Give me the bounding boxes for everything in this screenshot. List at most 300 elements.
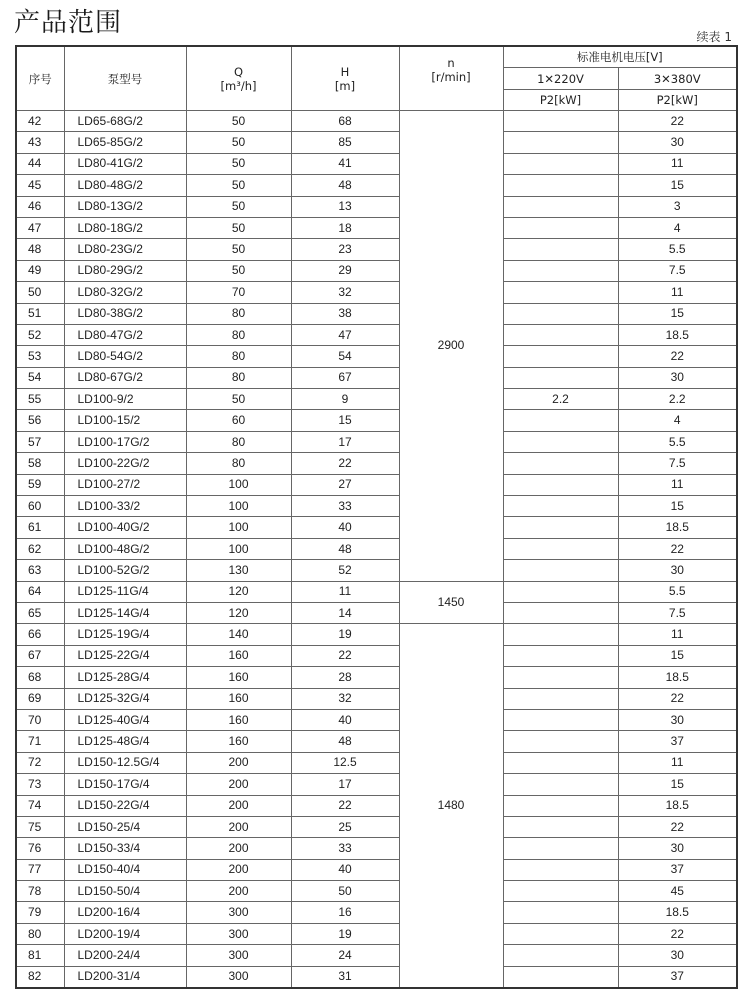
row-index: 73 — [16, 774, 64, 795]
speed-value: 1480 — [399, 624, 503, 988]
pump-model: LD80-18G/2 — [64, 217, 186, 238]
pump-model: LD125-48G/4 — [64, 731, 186, 752]
head-value: 40 — [291, 859, 399, 880]
pump-model: LD80-67G/2 — [64, 367, 186, 388]
p2-single-phase: 2.2 — [503, 389, 618, 410]
flow-value: 160 — [186, 667, 291, 688]
row-index: 46 — [16, 196, 64, 217]
table-row — [16, 688, 737, 709]
head-value: 22 — [291, 645, 399, 666]
header-single-phase: 1✕220V — [503, 68, 618, 90]
p2-single-phase — [503, 709, 618, 730]
flow-value: 120 — [186, 602, 291, 623]
flow-value: 100 — [186, 496, 291, 517]
p2-three-phase: 37 — [618, 966, 737, 988]
head-value: 40 — [291, 517, 399, 538]
p2-three-phase: 7.5 — [618, 453, 737, 474]
p2-three-phase: 7.5 — [618, 602, 737, 623]
p2-single-phase — [503, 175, 618, 196]
head-value: 25 — [291, 816, 399, 837]
pump-model: LD150-25/4 — [64, 816, 186, 837]
pump-model: LD100-48G/2 — [64, 538, 186, 559]
p2-three-phase: 30 — [618, 367, 737, 388]
row-index: 57 — [16, 431, 64, 452]
p2-three-phase: 15 — [618, 175, 737, 196]
head-value: 54 — [291, 346, 399, 367]
p2-single-phase — [503, 645, 618, 666]
header-speed — [399, 46, 503, 111]
flow-value: 60 — [186, 410, 291, 431]
head-value: 38 — [291, 303, 399, 324]
head-value: 22 — [291, 453, 399, 474]
p2-three-phase: 37 — [618, 731, 737, 752]
p2-three-phase: 2.2 — [618, 389, 737, 410]
head-value: 19 — [291, 923, 399, 944]
product-range-table — [15, 45, 738, 989]
flow-value: 200 — [186, 816, 291, 837]
p2-single-phase — [503, 774, 618, 795]
pump-model: LD200-19/4 — [64, 923, 186, 944]
row-index: 50 — [16, 282, 64, 303]
pump-model: LD100-22G/2 — [64, 453, 186, 474]
head-value: 24 — [291, 945, 399, 966]
pump-model: LD80-54G/2 — [64, 346, 186, 367]
table-row — [16, 324, 737, 345]
pump-model: LD150-33/4 — [64, 838, 186, 859]
table-row — [16, 966, 737, 988]
pump-model: LD125-19G/4 — [64, 624, 186, 645]
row-index: 44 — [16, 153, 64, 174]
pump-model: LD65-68G/2 — [64, 111, 186, 132]
p2-three-phase: 5.5 — [618, 431, 737, 452]
pump-model: LD200-31/4 — [64, 966, 186, 988]
p2-three-phase: 30 — [618, 838, 737, 859]
header-voltage-group: 标准电机电压[V] — [503, 46, 737, 68]
pump-model: LD150-22G/4 — [64, 795, 186, 816]
p2-single-phase — [503, 453, 618, 474]
flow-value: 160 — [186, 688, 291, 709]
p2-single-phase — [503, 496, 618, 517]
pump-model: LD125-28G/4 — [64, 667, 186, 688]
table-row — [16, 453, 737, 474]
head-value: 29 — [291, 260, 399, 281]
p2-three-phase: 45 — [618, 881, 737, 902]
p2-three-phase: 4 — [618, 410, 737, 431]
table-row — [16, 945, 737, 966]
header-flow — [186, 46, 291, 111]
table-body — [16, 111, 737, 989]
row-index: 78 — [16, 881, 64, 902]
row-index: 68 — [16, 667, 64, 688]
row-index: 53 — [16, 346, 64, 367]
row-index: 62 — [16, 538, 64, 559]
flow-value: 130 — [186, 560, 291, 581]
table-row — [16, 560, 737, 581]
p2-single-phase — [503, 111, 618, 132]
table-row — [16, 538, 737, 559]
row-index: 64 — [16, 581, 64, 602]
p2-three-phase: 22 — [618, 538, 737, 559]
row-index: 70 — [16, 709, 64, 730]
table-row — [16, 496, 737, 517]
p2-single-phase — [503, 602, 618, 623]
flow-value: 200 — [186, 795, 291, 816]
p2-single-phase — [503, 474, 618, 495]
head-value: 31 — [291, 966, 399, 988]
flow-value: 200 — [186, 859, 291, 880]
pump-model: LD65-85G/2 — [64, 132, 186, 153]
row-index: 47 — [16, 217, 64, 238]
p2-single-phase — [503, 346, 618, 367]
pump-model: LD80-23G/2 — [64, 239, 186, 260]
head-value: 68 — [291, 111, 399, 132]
pump-model: LD125-22G/4 — [64, 645, 186, 666]
head-value: 40 — [291, 709, 399, 730]
p2-single-phase — [503, 667, 618, 688]
pump-model: LD150-40/4 — [64, 859, 186, 880]
table-row — [16, 645, 737, 666]
p2-single-phase — [503, 538, 618, 559]
pump-model: LD80-13G/2 — [64, 196, 186, 217]
row-index: 65 — [16, 602, 64, 623]
row-index: 51 — [16, 303, 64, 324]
head-value: 33 — [291, 496, 399, 517]
table-row — [16, 752, 737, 773]
pump-model: LD100-9/2 — [64, 389, 186, 410]
p2-three-phase: 18.5 — [618, 667, 737, 688]
row-index: 45 — [16, 175, 64, 196]
row-index: 63 — [16, 560, 64, 581]
p2-three-phase: 4 — [618, 217, 737, 238]
head-value: 32 — [291, 688, 399, 709]
table-row — [16, 816, 737, 837]
flow-value: 80 — [186, 324, 291, 345]
pump-model: LD150-12.5G/4 — [64, 752, 186, 773]
p2-single-phase — [503, 624, 618, 645]
table-row — [16, 175, 737, 196]
row-index: 82 — [16, 966, 64, 988]
pump-model: LD100-15/2 — [64, 410, 186, 431]
pump-model: LD80-48G/2 — [64, 175, 186, 196]
table-row — [16, 260, 737, 281]
flow-value: 80 — [186, 453, 291, 474]
p2-three-phase: 18.5 — [618, 324, 737, 345]
flow-value: 100 — [186, 538, 291, 559]
p2-single-phase — [503, 966, 618, 988]
head-value: 85 — [291, 132, 399, 153]
p2-single-phase — [503, 881, 618, 902]
table-row — [16, 731, 737, 752]
row-index: 74 — [16, 795, 64, 816]
flow-value: 160 — [186, 645, 291, 666]
flow-value: 50 — [186, 111, 291, 132]
p2-three-phase: 11 — [618, 153, 737, 174]
head-value: 15 — [291, 410, 399, 431]
flow-value: 160 — [186, 709, 291, 730]
p2-single-phase — [503, 324, 618, 345]
p2-single-phase — [503, 902, 618, 923]
table-row — [16, 474, 737, 495]
row-index: 71 — [16, 731, 64, 752]
pump-model: LD150-50/4 — [64, 881, 186, 902]
head-value: 28 — [291, 667, 399, 688]
table-row — [16, 217, 737, 238]
p2-single-phase — [503, 431, 618, 452]
p2-three-phase: 30 — [618, 132, 737, 153]
pump-model: LD125-11G/4 — [64, 581, 186, 602]
flow-value: 100 — [186, 517, 291, 538]
p2-three-phase: 15 — [618, 496, 737, 517]
row-index: 76 — [16, 838, 64, 859]
head-value: 23 — [291, 239, 399, 260]
p2-single-phase — [503, 581, 618, 602]
p2-three-phase: 22 — [618, 346, 737, 367]
head-value: 33 — [291, 838, 399, 859]
flow-value: 300 — [186, 945, 291, 966]
flow-value: 200 — [186, 752, 291, 773]
table-row — [16, 431, 737, 452]
table-header — [16, 46, 737, 111]
p2-single-phase — [503, 560, 618, 581]
speed-value: 1450 — [399, 581, 503, 624]
row-index: 48 — [16, 239, 64, 260]
table-row — [16, 881, 737, 902]
row-index: 75 — [16, 816, 64, 837]
p2-three-phase: 18.5 — [618, 517, 737, 538]
pump-model: LD80-38G/2 — [64, 303, 186, 324]
page-title: 产品范围 — [14, 8, 123, 38]
p2-single-phase — [503, 196, 618, 217]
pump-model: LD125-32G/4 — [64, 688, 186, 709]
row-index: 49 — [16, 260, 64, 281]
header-three-phase: 3✕380V — [618, 68, 737, 90]
table-row — [16, 602, 737, 623]
pump-model: LD200-24/4 — [64, 945, 186, 966]
p2-single-phase — [503, 260, 618, 281]
p2-single-phase — [503, 838, 618, 859]
p2-single-phase — [503, 923, 618, 944]
p2-three-phase: 7.5 — [618, 260, 737, 281]
p2-single-phase — [503, 153, 618, 174]
p2-three-phase: 18.5 — [618, 795, 737, 816]
head-value: 16 — [291, 902, 399, 923]
flow-value: 80 — [186, 367, 291, 388]
head-value: 11 — [291, 581, 399, 602]
head-value: 17 — [291, 774, 399, 795]
flow-value: 200 — [186, 774, 291, 795]
p2-three-phase: 30 — [618, 560, 737, 581]
row-index: 80 — [16, 923, 64, 944]
row-index: 79 — [16, 902, 64, 923]
p2-single-phase — [503, 688, 618, 709]
p2-single-phase — [503, 859, 618, 880]
pump-model: LD80-32G/2 — [64, 282, 186, 303]
pump-model: LD80-41G/2 — [64, 153, 186, 174]
header-p2-single: P2[kW] — [503, 90, 618, 111]
p2-three-phase: 15 — [618, 645, 737, 666]
p2-three-phase: 11 — [618, 624, 737, 645]
header-speed-unit: [r/min] — [431, 69, 471, 84]
flow-value: 300 — [186, 923, 291, 944]
table-row — [16, 624, 737, 645]
row-index: 54 — [16, 367, 64, 388]
p2-single-phase — [503, 945, 618, 966]
p2-three-phase: 30 — [618, 945, 737, 966]
row-index: 42 — [16, 111, 64, 132]
p2-three-phase: 11 — [618, 752, 737, 773]
head-value: 52 — [291, 560, 399, 581]
row-index: 55 — [16, 389, 64, 410]
head-value: 19 — [291, 624, 399, 645]
p2-three-phase: 18.5 — [618, 902, 737, 923]
p2-three-phase: 5.5 — [618, 239, 737, 260]
p2-three-phase: 22 — [618, 923, 737, 944]
row-index: 60 — [16, 496, 64, 517]
p2-single-phase — [503, 239, 618, 260]
header-index: 序号 — [16, 46, 64, 111]
flow-value: 70 — [186, 282, 291, 303]
head-value: 48 — [291, 538, 399, 559]
head-value: 22 — [291, 795, 399, 816]
head-value: 41 — [291, 153, 399, 174]
pump-model: LD125-40G/4 — [64, 709, 186, 730]
row-index: 43 — [16, 132, 64, 153]
pump-model: LD150-17G/4 — [64, 774, 186, 795]
head-value: 12.5 — [291, 752, 399, 773]
table-row — [16, 709, 737, 730]
p2-three-phase: 11 — [618, 474, 737, 495]
table-row — [16, 153, 737, 174]
flow-value: 50 — [186, 175, 291, 196]
pump-model: LD100-27/2 — [64, 474, 186, 495]
table-row — [16, 303, 737, 324]
flow-value: 300 — [186, 902, 291, 923]
row-index: 77 — [16, 859, 64, 880]
header-flow-name: Q — [233, 64, 244, 79]
pump-model: LD100-33/2 — [64, 496, 186, 517]
table-row — [16, 239, 737, 260]
header-head-unit: [m] — [334, 78, 356, 93]
pump-model: LD100-17G/2 — [64, 431, 186, 452]
flow-value: 50 — [186, 196, 291, 217]
table-row — [16, 923, 737, 944]
head-value: 47 — [291, 324, 399, 345]
flow-value: 50 — [186, 260, 291, 281]
p2-single-phase — [503, 367, 618, 388]
p2-three-phase: 30 — [618, 709, 737, 730]
speed-value: 2900 — [399, 111, 503, 582]
pump-model: LD100-40G/2 — [64, 517, 186, 538]
p2-single-phase — [503, 517, 618, 538]
p2-three-phase: 5.5 — [618, 581, 737, 602]
header-flow-unit: [m³/h] — [220, 78, 257, 93]
pump-model: LD125-14G/4 — [64, 602, 186, 623]
header-head — [291, 46, 399, 111]
header-head-name: H — [340, 64, 350, 79]
flow-value: 50 — [186, 153, 291, 174]
pump-model: LD80-29G/2 — [64, 260, 186, 281]
p2-single-phase — [503, 217, 618, 238]
p2-three-phase: 22 — [618, 111, 737, 132]
p2-three-phase: 22 — [618, 688, 737, 709]
row-index: 56 — [16, 410, 64, 431]
table-row — [16, 517, 737, 538]
p2-three-phase: 15 — [618, 303, 737, 324]
head-value: 13 — [291, 196, 399, 217]
head-value: 32 — [291, 282, 399, 303]
table-row — [16, 838, 737, 859]
row-index: 58 — [16, 453, 64, 474]
table-row — [16, 410, 737, 431]
head-value: 67 — [291, 367, 399, 388]
row-index: 72 — [16, 752, 64, 773]
table-row — [16, 389, 737, 410]
flow-value: 100 — [186, 474, 291, 495]
row-index: 66 — [16, 624, 64, 645]
table-row — [16, 367, 737, 388]
head-value: 50 — [291, 881, 399, 902]
p2-three-phase: 37 — [618, 859, 737, 880]
header-p2-three: P2[kW] — [618, 90, 737, 111]
table-row — [16, 111, 737, 132]
row-index: 61 — [16, 517, 64, 538]
head-value: 27 — [291, 474, 399, 495]
continued-table-label: 续表 1 — [696, 30, 732, 44]
table-row — [16, 282, 737, 303]
pump-model: LD200-16/4 — [64, 902, 186, 923]
head-value: 48 — [291, 731, 399, 752]
flow-value: 50 — [186, 217, 291, 238]
p2-three-phase: 15 — [618, 774, 737, 795]
row-index: 69 — [16, 688, 64, 709]
table-row — [16, 581, 737, 602]
head-value: 48 — [291, 175, 399, 196]
table-row — [16, 196, 737, 217]
row-index: 59 — [16, 474, 64, 495]
row-index: 81 — [16, 945, 64, 966]
p2-single-phase — [503, 731, 618, 752]
row-index: 52 — [16, 324, 64, 345]
table-row — [16, 132, 737, 153]
table-row — [16, 346, 737, 367]
table-row — [16, 859, 737, 880]
flow-value: 80 — [186, 431, 291, 452]
head-value: 17 — [291, 431, 399, 452]
head-value: 14 — [291, 602, 399, 623]
row-index: 67 — [16, 645, 64, 666]
table-row — [16, 902, 737, 923]
flow-value: 80 — [186, 303, 291, 324]
header-model: 泵型号 — [64, 46, 186, 111]
pump-model: LD100-52G/2 — [64, 560, 186, 581]
head-value: 18 — [291, 217, 399, 238]
flow-value: 50 — [186, 389, 291, 410]
pump-model: LD80-47G/2 — [64, 324, 186, 345]
p2-single-phase — [503, 752, 618, 773]
flow-value: 160 — [186, 731, 291, 752]
head-value: 9 — [291, 389, 399, 410]
flow-value: 50 — [186, 239, 291, 260]
flow-value: 200 — [186, 881, 291, 902]
p2-three-phase: 3 — [618, 196, 737, 217]
table-row — [16, 667, 737, 688]
p2-three-phase: 11 — [618, 282, 737, 303]
p2-single-phase — [503, 410, 618, 431]
p2-single-phase — [503, 795, 618, 816]
table-row — [16, 795, 737, 816]
p2-single-phase — [503, 282, 618, 303]
flow-value: 120 — [186, 581, 291, 602]
